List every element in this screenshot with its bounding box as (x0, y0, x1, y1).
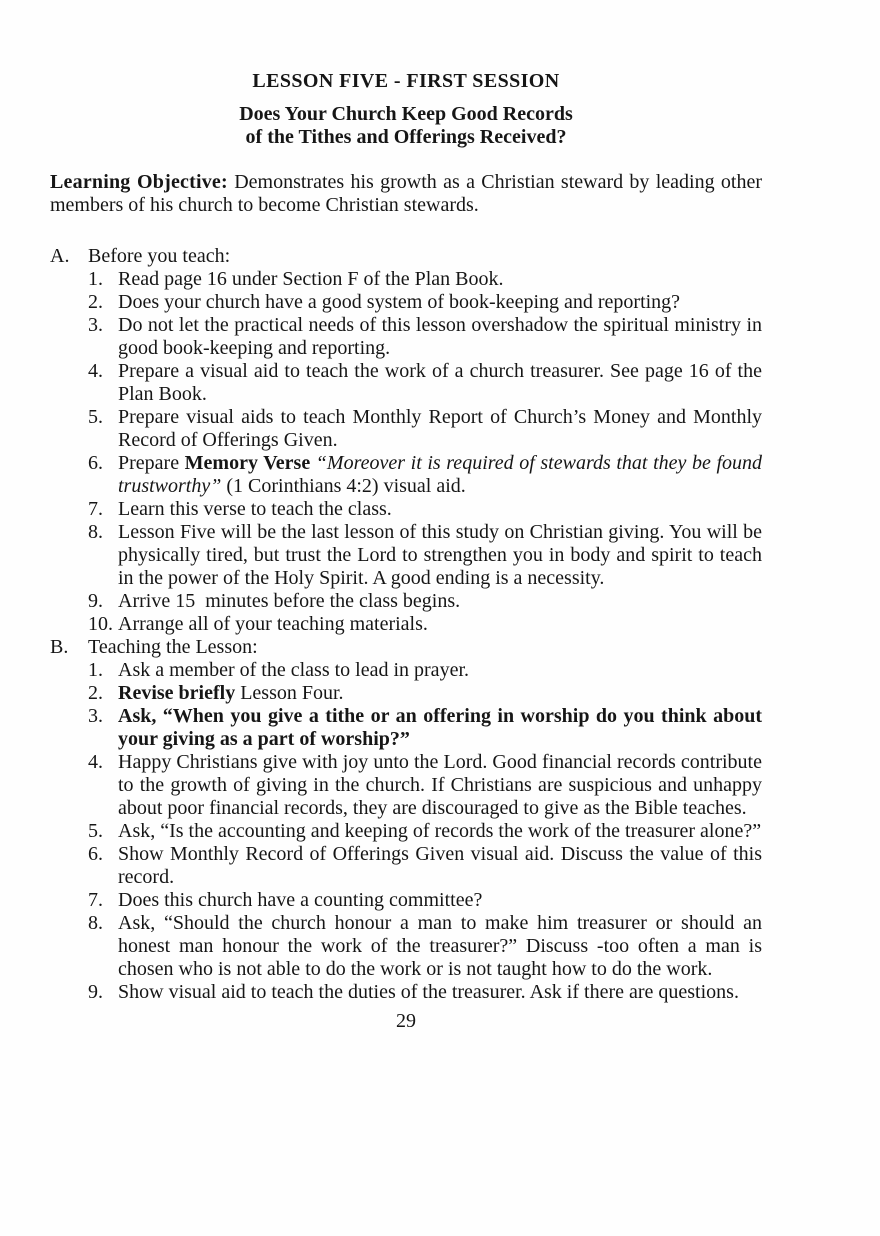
item-number: 7. (88, 889, 103, 911)
learning-objective-text: Demonstrates his growth as a Christian steward by leading other members of his church to become Christian stewards. (50, 171, 763, 216)
text-segment: Memory Verse (184, 452, 311, 474)
text-segment: Ask, “Is the accounting and keeping of records the work of the treasurer alone?” (118, 820, 762, 842)
item-number: 1. (88, 659, 103, 681)
text-segment: Happy Christians give with joy unto the Lord. Good financial records contribute to the growth of giving in the church. If Christians are suspicious and unhappy about poor financial records, they are discouraged to give as the Bible teaches. (118, 751, 762, 819)
list-item (50, 659, 762, 682)
text-segment: Learn this verse to teach the class. (118, 498, 392, 520)
item-number: 8. (88, 912, 103, 934)
page-header (50, 70, 762, 149)
item-text (118, 452, 762, 498)
lesson-subtitle (50, 103, 762, 149)
text-segment: Show visual aid to teach the duties of the treasurer. Ask if there are questions. (118, 981, 739, 1003)
list-item (50, 981, 762, 1004)
section (50, 245, 762, 636)
learning-objective-label: Learning Objective: (50, 171, 228, 193)
item-number: 6. (88, 452, 103, 474)
lesson-title: LESSON FIVE - FIRST SESSION (252, 70, 560, 92)
item-text (118, 820, 762, 843)
lesson-subtitle-line1: Does Your Church Keep Good Records (239, 103, 573, 125)
item-number: 3. (88, 314, 103, 336)
item-number: 8. (88, 521, 103, 543)
list-item (50, 912, 762, 981)
section-heading: Teaching the Lesson: (88, 636, 258, 658)
section-heading-row (50, 245, 762, 268)
text-segment: Prepare visual aids to teach Monthly Report of Church’s Money and Monthly Record of Offerings Given. (118, 406, 762, 451)
list-item (50, 613, 762, 636)
item-number: 3. (88, 705, 103, 727)
section-letter: A. (50, 245, 70, 267)
text-segment: Ask, “Should the church honour a man to make him treasurer or should an honest man honour the work of the treasurer?” Discuss -too often a man is chosen who is not able to do the work or is not taught how to do the work. (118, 912, 762, 980)
item-number: 5. (88, 406, 103, 428)
item-text (118, 843, 762, 889)
list-item (50, 291, 762, 314)
list-item (50, 682, 762, 705)
text-segment: Does this church have a counting committee? (118, 889, 483, 911)
item-number: 2. (88, 682, 103, 704)
text-segment: Arrange all of your teaching materials. (118, 613, 428, 635)
page-number: 29 (396, 1010, 416, 1032)
text-segment: Prepare a visual aid to teach the work of a church treasurer. See page 16 of the Plan Book. (118, 360, 762, 405)
item-number: 4. (88, 360, 103, 382)
item-number: 7. (88, 498, 103, 520)
item-number: 6. (88, 843, 103, 865)
item-text (118, 705, 762, 751)
section-letter: B. (50, 636, 69, 658)
text-segment: Ask a member of the class to lead in prayer. (118, 659, 469, 681)
item-text (118, 314, 762, 360)
item-text (118, 889, 762, 912)
section (50, 636, 762, 1004)
list-item (50, 452, 762, 498)
list-item (50, 498, 762, 521)
list-item (50, 590, 762, 613)
text-segment: Arrive 15 minutes before the class begins. (118, 590, 461, 612)
item-number: 10. (88, 613, 113, 635)
learning-objective (50, 171, 762, 217)
section-heading-row (50, 636, 762, 659)
list-item (50, 751, 762, 820)
text-segment: Show Monthly Record of Offerings Given visual aid. Discuss the value of this record. (118, 843, 762, 888)
text-segment: Prepare (118, 452, 185, 474)
item-number: 5. (88, 820, 103, 842)
item-text (118, 498, 762, 521)
list-item (50, 314, 762, 360)
item-text (118, 360, 762, 406)
item-text (118, 521, 762, 590)
item-number: 9. (88, 590, 103, 612)
item-text (118, 751, 762, 820)
item-text (118, 981, 762, 1004)
item-text (118, 291, 762, 314)
item-number: 4. (88, 751, 103, 773)
list-item (50, 889, 762, 912)
text-segment: (1 Corinthians 4:2) visual aid. (221, 475, 466, 497)
list-item (50, 360, 762, 406)
item-text (118, 682, 762, 705)
item-number: 1. (88, 268, 103, 290)
list-item (50, 820, 762, 843)
text-segment: Read page 16 under Section F of the Plan Book. (118, 268, 504, 290)
section-heading: Before you teach: (88, 245, 231, 267)
item-text (118, 406, 762, 452)
item-text (118, 268, 762, 291)
item-number: 9. (88, 981, 103, 1003)
list-item (50, 521, 762, 590)
text-segment: Do not let the practical needs of this lesson overshadow the spiritual ministry in good book-keeping and reporting. (118, 314, 762, 359)
text-segment: Revise briefly (118, 682, 236, 704)
item-text (118, 659, 762, 682)
text-segment: Ask, “When you give a tithe or an offering in worship do you think about your giving as a part of worship?” (118, 705, 762, 750)
item-text (118, 912, 762, 981)
text-segment: Does your church have a good system of book-keeping and reporting? (118, 291, 681, 313)
text-segment: Lesson Four. (235, 682, 344, 704)
list-item (50, 843, 762, 889)
list-item (50, 705, 762, 751)
text-segment: “Moreover it is required of stewards that they be found trustworthy” (118, 452, 762, 497)
list-item (50, 268, 762, 291)
sections-container (50, 245, 762, 1004)
list-item (50, 406, 762, 452)
item-text (118, 613, 762, 636)
lesson-subtitle-line2: of the Tithes and Offerings Received? (245, 126, 567, 148)
item-number: 2. (88, 291, 103, 313)
item-text (118, 590, 762, 613)
text-segment: Lesson Five will be the last lesson of this study on Christian giving. You will be physically tired, but trust the Lord to strengthen you in body and spirit to teach in the power of the Holy Spirit. A good ending is a necessity. (118, 521, 762, 589)
